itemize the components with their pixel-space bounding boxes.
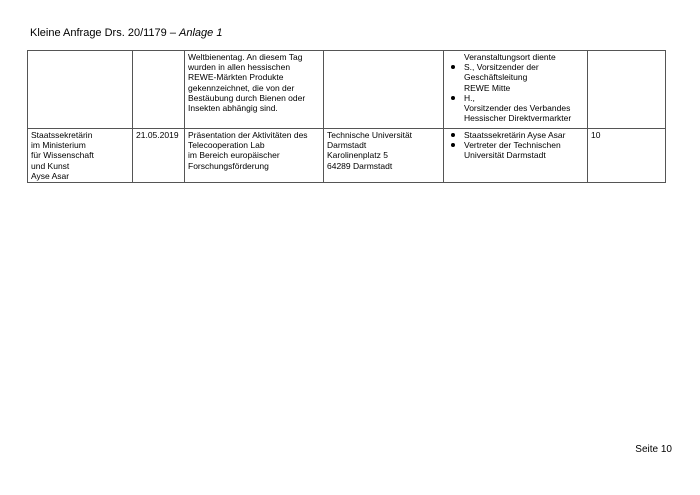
date-cell <box>133 129 185 183</box>
description-cell <box>185 129 324 183</box>
description-line: Forschungsförderung <box>188 160 269 171</box>
annex-label: Anlage 1 <box>179 27 223 39</box>
participant-line: Universität Darmstadt <box>464 150 546 161</box>
description-line: im Bereich europäischer <box>188 150 280 161</box>
participant-line: REWE Mitte <box>464 82 511 93</box>
person-line: für Wissenschaft <box>31 150 94 161</box>
participants-cell <box>444 129 588 183</box>
location-line: Technische Universität <box>327 130 413 140</box>
list-item <box>447 140 584 160</box>
list-item <box>447 130 584 140</box>
location-cell <box>324 129 444 183</box>
participants-list <box>447 130 584 161</box>
location-line: Darmstadt <box>327 140 367 151</box>
participant-line: Staatssekretärin Ayse Asar <box>464 130 566 140</box>
list-item <box>447 93 584 124</box>
participant-line: S., Vorsitzender der <box>464 62 539 73</box>
participants-lead-line: Veranstaltungsort diente <box>464 52 556 62</box>
count-cell <box>588 129 666 183</box>
person-line: Staatssekretärin <box>31 130 93 140</box>
bullet-icon <box>451 96 455 100</box>
participant-line: H., <box>464 92 475 103</box>
document-header <box>30 27 222 39</box>
list-item <box>447 62 584 93</box>
title-separator: – <box>169 27 176 39</box>
person-line: Ayse Asar <box>31 170 70 181</box>
bullet-icon <box>451 133 455 137</box>
bullet-icon <box>451 65 455 69</box>
person-cell <box>28 129 133 183</box>
description-line: wurden in allen hessischen <box>188 62 291 73</box>
document-title: Kleine Anfrage Drs. 20/1179 <box>30 27 167 39</box>
participants-list <box>447 62 584 123</box>
count-cell <box>588 51 666 129</box>
table-row <box>28 129 666 183</box>
date-cell <box>133 51 185 129</box>
participants-cell <box>444 51 588 129</box>
page-number: Seite 10 <box>635 444 672 455</box>
bullet-icon <box>451 143 455 147</box>
person-line: im Ministerium <box>31 140 86 151</box>
description-line: gekennzeichnet, die von der <box>188 82 295 93</box>
location-line: Karolinenplatz 5 <box>327 150 388 161</box>
events-table <box>27 50 666 183</box>
participant-line: Hessischer Direktvermarkter <box>464 113 572 124</box>
person-line: und Kunst <box>31 160 70 171</box>
description-line: REWE-Märkten Produkte <box>188 72 284 83</box>
description-line: Telecooperation Lab <box>188 140 265 151</box>
participant-line: Geschäftsleitung <box>464 72 528 83</box>
description-line: Weltbienentag. An diesem Tag <box>188 52 303 62</box>
location-cell <box>324 51 444 129</box>
person-cell <box>28 51 133 129</box>
participant-count: 10 <box>591 130 601 140</box>
participant-line: Vorsitzender des Verbandes <box>464 103 571 114</box>
event-date: 21.05.2019 <box>136 130 179 140</box>
description-line: Insekten abhängig sind. <box>188 103 278 114</box>
participant-line: Vertreter der Technischen <box>464 140 561 151</box>
description-line: Präsentation der Aktivitäten des <box>188 130 308 140</box>
description-cell <box>185 51 324 129</box>
location-line: 64289 Darmstadt <box>327 160 393 171</box>
description-line: Bestäubung durch Bienen oder <box>188 92 306 103</box>
table-row <box>28 51 666 129</box>
